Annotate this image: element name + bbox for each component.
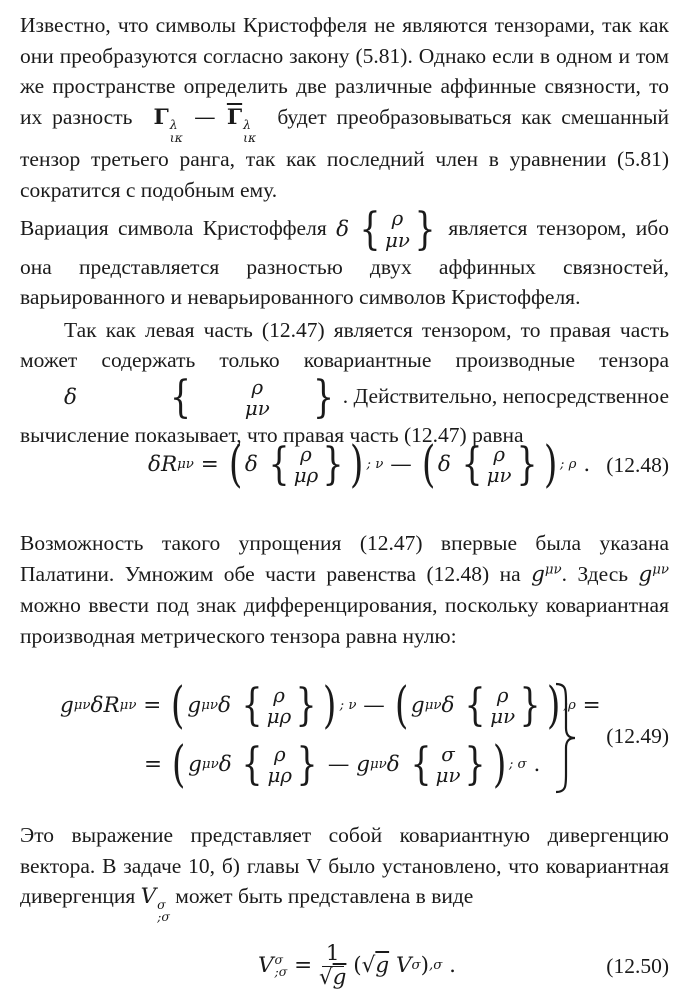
equation-12-50-body: V σ ;σ = 1 √g (√ g V σ ) ,σ .	[258, 940, 456, 990]
paragraph-4-text-c: можно ввести под знак дифференцирования, поскольку ковариантная производная метрического тензора равна нулю:	[20, 593, 669, 648]
paragraph-3-text-a: Так как левая часть (12.47) является тензором, то правая часть может содержать только ковариантные производные тензора	[20, 317, 669, 373]
paragraph-5-text-a: Это выражение представляет собой ковариантную дивергенцию вектора. В задаче 10, б) главы V было установлено, что ковариантная дивергенция	[20, 823, 669, 909]
paragraph-4-text-b: . Здесь	[561, 561, 629, 586]
paragraph-2-text-b: является тензором, ибо она представляется разностью двух аффинных связностей, варьированного и неварьированного символов Кристоффеля.	[20, 215, 669, 310]
equation-12-48-body: δR μν = ( δ { ρ μρ } ) ; ν — ( δ { ρ μν } ) ; ρ .	[148, 435, 591, 494]
paragraph-1-text-a: Известно, что символы Кристоффеля не являются тензорами, так как они преобразуются согласно закону (5.81). Однако если в одном и том же пространстве определить две различные аффинные связности, то их разность	[20, 13, 669, 129]
equation-12-49-line-2: = ( g μν δ { ρ μρ } — g μν δ { σ μν } ) ; σ .	[144, 735, 541, 794]
paragraph-3	[20, 315, 669, 451]
christoffel-variation-symbol-2: δ { ρ μν }	[64, 371, 334, 423]
right-brace-icon	[553, 682, 579, 794]
paragraph-1-text-b: будет преобразовываться как смешанный тензор третьего ранга, так как последний член в уравнении (5.81) сократится с подобным ему.	[20, 104, 669, 202]
christoffel-variation-symbol: δ { ρ μν }	[336, 203, 436, 255]
equation-12-48-number: (12.48)	[606, 452, 669, 477]
paragraph-3-text-b: . Действительно, непосредственное вычисление показывает, что правая часть (12.47) равна	[20, 383, 669, 448]
connection-difference-formula: Γ λ ικ — $\overline{\Gamma}$ λ ικ	[153, 104, 257, 145]
paragraph-2-text-a: Вариация символа Кристоффеля	[20, 215, 327, 240]
paragraph-4: Возможность такого упрощения (12.47) впервые была указана Палатини. Умножим обе части равенства (12.48) на $g^{\mu\nu}$. Здесь $g^{\mu\nu}$ можно ввести под знак дифференцирования, поскольку ковариантная производная метрического тензора равна нулю:	[20, 531, 670, 648]
paragraph-1	[20, 10, 669, 206]
equation-12-50	[0, 936, 690, 996]
equation-12-50-number: (12.50)	[606, 953, 669, 978]
equation-12-49-number: (12.49)	[606, 723, 669, 748]
equation-12-49-line-1: g μν δR μν = ( g μν δ { ρ μρ } ) ; ν — ( g μν δ { ρ μν } ) ;ρ =	[60, 676, 601, 735]
paragraph-5: Это выражение представляет собой ковариантную дивергенцию вектора. В задаче 10, б) главы V было установлено, что ковариантная дивергенция V σ ;σ может быть представлена в виде	[20, 823, 669, 925]
paragraph-2	[20, 203, 669, 313]
paragraph-4-text-a: Возможность такого упрощения (12.47) впервые была указана Палатини. Умножим обе части равенства (12.48) на	[20, 531, 669, 586]
paragraph-5-text-b: может быть представлена в виде	[175, 884, 474, 909]
equation-12-48	[0, 435, 690, 495]
